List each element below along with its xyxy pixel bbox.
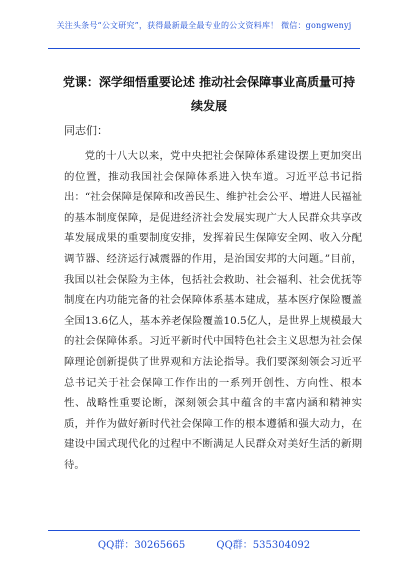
salutation: 同志们： — [64, 124, 108, 137]
footer-qq-group-2: QQ群：535304092 — [216, 540, 311, 551]
footer-qq-group-1: QQ群：30265665 — [97, 540, 186, 551]
footer — [0, 536, 408, 551]
footer-divider — [48, 530, 360, 531]
document-title: 党课：深学细悟重要论述 推动社会保障事业高质量可持续发展 — [62, 75, 356, 113]
header-divider — [48, 48, 360, 49]
header-banner: 关注头条号“公文研究”，获得最新最全最专业的公文资料库！ 微信：gongwenyj — [56, 21, 352, 30]
body-paragraph: 党的十八大以来，党中央把社会保障体系建设摆上更加突出的位置，推动我国社会保障体系进入快车道。习近平总书记指出：“社会保障是保障和改善民生、维护社会公平、增进人民福祉的基本制度保障，是促进经济社会发展实现广大人民群众共享改革发展成果的重要制度安排，发挥着民生保障安全网、收入分配调节器、经济运行减震器的作用，是治国安邦的大问题。”目前，我国以社会保险为主体，包括社会救助、社会福利、社会优抚等制度在内功能完备的社会保障体系基本建成，基本医疗保险覆盖全国13.6亿人，基本养老保险覆盖10.5亿人，是世界上规模最大的社会保障体系。习近平新时代中国特色社会主义思想为社会保障理论创新提供了世界观和方法论指导。我们要深刻领会习近平总书记关于社会保障工作作出的一系列开创性、方向性、根本性、战略性重要论断，深刻领会其中蕴含的丰富内涵和精神实质，并作为做好新时代社会保障工作的根本遵循和强大动力，在建设中国式现代化的过程中不断满足人民群众对美好生活的新期待。 — [64, 150, 362, 471]
